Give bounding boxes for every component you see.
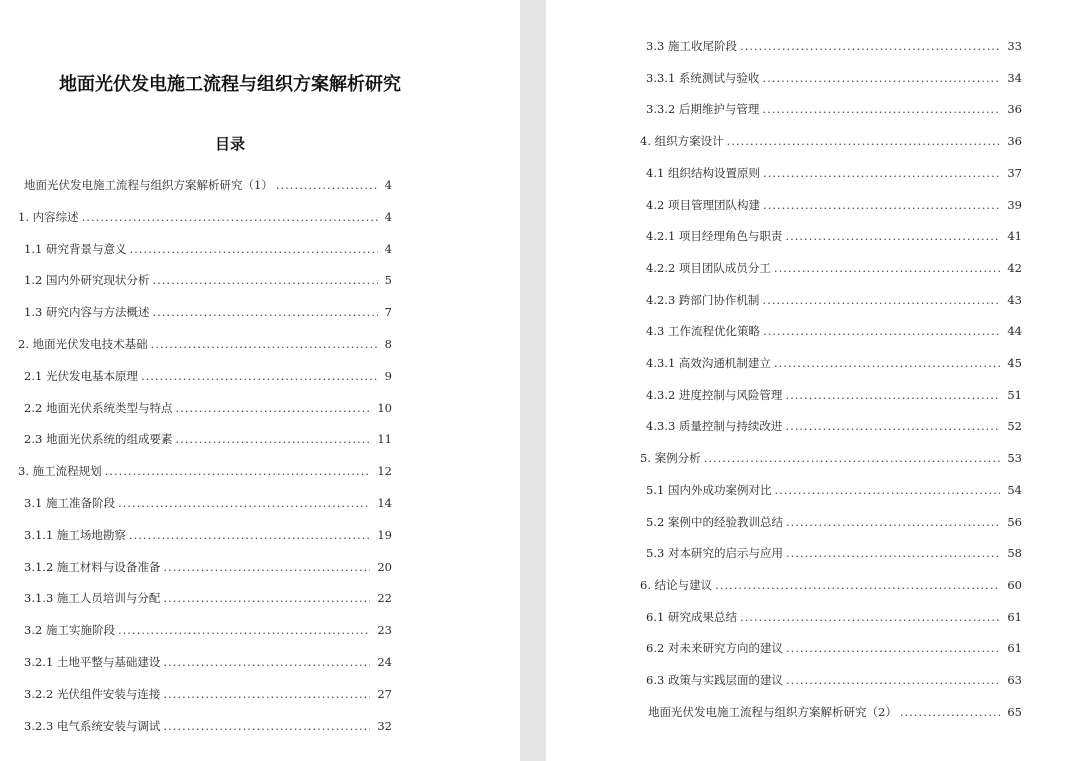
- toc-entry-label: 1.1 研究背景与意义: [24, 241, 127, 256]
- toc-leader-dots: [727, 132, 1001, 150]
- toc-leader-dots: [786, 671, 1000, 689]
- toc-entry-label: 3.1.3 施工人员培训与分配: [24, 591, 161, 606]
- toc-leader-dots: [763, 322, 1000, 340]
- toc-leader-dots: [82, 208, 378, 226]
- toc-entry-page-number: 32: [377, 718, 392, 733]
- toc-entry[interactable]: [24, 589, 392, 607]
- toc-entry[interactable]: [640, 449, 1022, 467]
- toc-entry[interactable]: [640, 132, 1022, 150]
- toc-entry-page-number: 34: [1007, 70, 1022, 85]
- toc-entry-page-number: 42: [1007, 260, 1022, 275]
- toc-entry-page-number: 5: [384, 273, 392, 288]
- toc-leader-dots: [105, 462, 371, 480]
- toc-leader-dots: [152, 271, 377, 289]
- toc-leader-dots: [118, 621, 370, 639]
- toc-entry-page-number: 65: [1007, 704, 1022, 719]
- toc-entry-page-number: 44: [1007, 324, 1022, 339]
- toc-entry-label: 6.3 政策与实践层面的建议: [646, 673, 783, 687]
- toc-entry-label: 5.1 国内外成功案例对比: [646, 482, 772, 497]
- document-page-right: [546, 0, 1080, 761]
- toc-leader-dots: [175, 399, 370, 417]
- toc-leader-dots: [151, 335, 378, 353]
- toc-entry-label: 3.1.1 施工场地勘察: [24, 527, 126, 542]
- toc-leader-dots: [786, 639, 1000, 657]
- toc-entry-label: 6.1 研究成果总结: [646, 609, 737, 624]
- toc-leader-dots: [740, 608, 1000, 626]
- toc-entry-page-number: 22: [377, 591, 392, 606]
- toc-entry-label: 4.3.1 高效沟通机制建立: [646, 356, 771, 370]
- toc-entry-label: 2.1 光伏发电基本原理: [24, 368, 138, 383]
- toc-leader-dots: [163, 653, 370, 671]
- toc-entry[interactable]: [18, 208, 392, 226]
- toc-entry-page-number: 41: [1007, 229, 1022, 244]
- toc-leader-dots: [763, 164, 1000, 182]
- toc-entry-label: 1.2 国内外研究现状分析: [24, 273, 150, 288]
- toc-entry-label: 3.1.2 施工材料与设备准备: [24, 559, 161, 574]
- toc-leader-dots: [763, 196, 1000, 214]
- toc-entry-page-number: 56: [1007, 514, 1022, 529]
- toc-entry-label: 地面光伏发电施工流程与组织方案解析研究（1）: [24, 178, 273, 192]
- toc-entry-label: 3.2.3 电气系统安装与调试: [24, 718, 161, 733]
- toc-entry-label: 4.1 组织结构设置原则: [646, 165, 760, 180]
- toc-entry-label: 2.2 地面光伏系统类型与特点: [24, 400, 173, 415]
- toc-entry-page-number: 4: [384, 178, 392, 192]
- toc-entry-page-number: 9: [384, 368, 392, 383]
- toc-entry-page-number: 24: [377, 655, 392, 669]
- toc-entry-label: 4.3.3 质量控制与持续改进: [646, 419, 783, 434]
- toc-entry-label: 1.3 研究内容与方法概述: [24, 305, 150, 320]
- toc-entry-page-number: 10: [377, 400, 392, 415]
- toc-entry[interactable]: [646, 513, 1022, 531]
- toc-leader-dots: [152, 303, 377, 321]
- toc-entry[interactable]: [640, 576, 1022, 594]
- toc-leader-dots: [900, 703, 1001, 721]
- toc-entry-label: 4.3 工作流程优化策略: [646, 324, 760, 339]
- toc-entry[interactable]: [24, 240, 392, 258]
- toc-leader-dots: [118, 494, 370, 512]
- toc-entry-label: 6.2 对未来研究方向的建议: [646, 641, 783, 656]
- toc-entry-label: 4.3.2 进度控制与风险管理: [646, 387, 783, 402]
- toc-entry-page-number: 53: [1007, 451, 1022, 466]
- toc-leader-dots: [774, 481, 1000, 499]
- toc-entry-page-number: 45: [1007, 356, 1022, 370]
- toc-leader-dots: [762, 291, 1000, 309]
- toc-entry-page-number: 7: [384, 305, 392, 320]
- toc-entry[interactable]: [648, 703, 1022, 721]
- toc-entry-label: 地面光伏发电施工流程与组织方案解析研究（2）: [648, 704, 897, 719]
- toc-entry-label: 3.2.1 土地平整与基础建设: [24, 655, 161, 669]
- toc-leader-dots: [774, 259, 1000, 277]
- toc-leader-dots: [175, 430, 370, 448]
- toc-entry[interactable]: [24, 399, 392, 417]
- toc-entry[interactable]: [646, 608, 1022, 626]
- toc-leader-dots: [785, 227, 1000, 245]
- toc-leader-dots: [785, 417, 1000, 435]
- toc-entry[interactable]: [646, 164, 1022, 182]
- toc-entry[interactable]: [24, 685, 392, 703]
- toc-entry-page-number: 36: [1007, 134, 1022, 149]
- toc-entry-page-number: 23: [377, 623, 392, 638]
- toc-entry-page-number: 14: [377, 496, 392, 510]
- toc-entry[interactable]: [18, 335, 392, 353]
- toc-entry-label: 3.3.1 系统测试与验收: [646, 70, 760, 85]
- toc-leader-dots: [786, 513, 1000, 531]
- toc-entry-page-number: 36: [1007, 102, 1022, 117]
- toc-entry[interactable]: [24, 494, 392, 512]
- toc-entry[interactable]: [646, 481, 1022, 499]
- toc-leader-dots: [740, 37, 1000, 55]
- toc-entry-label: 4.2.1 项目经理角色与职责: [646, 229, 783, 244]
- toc-entry-page-number: 58: [1007, 546, 1022, 561]
- toc-entry-page-number: 39: [1007, 197, 1022, 212]
- toc-entry[interactable]: [24, 176, 392, 194]
- toc-entry-page-number: 4: [384, 209, 392, 224]
- toc-entry-page-number: 52: [1007, 419, 1022, 434]
- toc-leader-dots: [715, 576, 1000, 594]
- document-page-left: [0, 0, 520, 761]
- toc-entry[interactable]: [646, 386, 1022, 404]
- toc-entry[interactable]: [24, 430, 392, 448]
- toc-entry-label: 4.2 项目管理团队构建: [646, 197, 760, 212]
- toc-entry[interactable]: [646, 69, 1022, 87]
- toc-leader-dots: [774, 354, 1000, 372]
- toc-entry[interactable]: [24, 303, 392, 321]
- toc-leader-dots: [141, 367, 378, 385]
- toc-entry[interactable]: [24, 367, 392, 385]
- toc-leader-dots: [276, 176, 378, 194]
- toc-entry-page-number: 19: [377, 527, 392, 542]
- toc-entry[interactable]: [646, 417, 1022, 435]
- toc-entry-label: 5.2 案例中的经验教训总结: [646, 514, 783, 529]
- toc-entry-page-number: 8: [384, 337, 392, 351]
- toc-entry-label: 1. 内容综述: [18, 209, 79, 224]
- toc-entry[interactable]: [646, 354, 1022, 372]
- toc-entry-page-number: 60: [1007, 577, 1022, 592]
- toc-entry-page-number: 51: [1007, 387, 1022, 402]
- toc-leader-dots: [786, 544, 1000, 562]
- toc-entry[interactable]: [646, 544, 1022, 562]
- toc-entry[interactable]: [646, 196, 1022, 214]
- toc-entry[interactable]: [646, 322, 1022, 340]
- toc-leader-dots: [762, 100, 1000, 118]
- toc-entry-page-number: 33: [1007, 39, 1022, 53]
- toc-leader-dots: [129, 526, 370, 544]
- toc-leader-dots: [163, 717, 370, 735]
- toc-entry-page-number: 12: [377, 464, 392, 479]
- toc-entry[interactable]: [646, 259, 1022, 277]
- toc-entry-label: 3.2 施工实施阶段: [24, 623, 115, 638]
- toc-entry-page-number: 4: [384, 241, 392, 256]
- toc-entry[interactable]: [24, 271, 392, 289]
- toc-entry-page-number: 63: [1007, 673, 1022, 687]
- toc-entry-label: 4.2.3 跨部门协作机制: [646, 292, 760, 307]
- toc-entry[interactable]: [24, 653, 392, 671]
- toc-entry-label: 5. 案例分析: [640, 451, 701, 466]
- toc-leader-dots: [163, 558, 370, 576]
- toc-leader-dots: [704, 449, 1001, 467]
- toc-entry[interactable]: [24, 526, 392, 544]
- toc-entry[interactable]: [646, 227, 1022, 245]
- toc-leader-dots: [785, 386, 1000, 404]
- toc-entry[interactable]: [646, 639, 1022, 657]
- toc-entry-page-number: 27: [377, 686, 392, 701]
- toc-leader-dots: [163, 589, 370, 607]
- toc-entry-label: 3.3 施工收尾阶段: [646, 39, 737, 53]
- toc-heading: 目录: [214, 135, 245, 153]
- toc-entry-label: 3.1 施工准备阶段: [24, 496, 115, 510]
- toc-entry-label: 2. 地面光伏发电技术基础: [18, 337, 148, 351]
- toc-leader-dots: [129, 240, 377, 258]
- toc-entry[interactable]: [646, 291, 1022, 309]
- toc-entry-page-number: 20: [377, 559, 392, 574]
- toc-entry-page-number: 37: [1007, 165, 1022, 180]
- toc-entry-page-number: 54: [1007, 482, 1022, 497]
- document-title: 地面光伏发电施工流程与组织方案解析研究: [59, 74, 401, 95]
- toc-entry-page-number: 61: [1007, 641, 1022, 656]
- toc-entry-label: 4.2.2 项目团队成员分工: [646, 260, 771, 275]
- toc-entry[interactable]: [24, 717, 392, 735]
- toc-entry[interactable]: [24, 558, 392, 576]
- toc-entry-label: 5.3 对本研究的启示与应用: [646, 546, 783, 561]
- toc-entry[interactable]: [646, 671, 1022, 689]
- toc-leader-dots: [163, 685, 370, 703]
- toc-entry[interactable]: [24, 621, 392, 639]
- toc-leader-dots: [762, 69, 1000, 87]
- toc-entry[interactable]: [646, 100, 1022, 118]
- toc-entry[interactable]: [646, 37, 1022, 55]
- toc-entry-label: 6. 结论与建议: [640, 577, 713, 592]
- toc-entry[interactable]: [18, 462, 392, 480]
- toc-entry-label: 4. 组织方案设计: [640, 134, 724, 149]
- toc-entry-label: 3.2.2 光伏组件安装与连接: [24, 686, 161, 701]
- toc-entry-page-number: 61: [1007, 609, 1022, 624]
- toc-entry-page-number: 11: [377, 432, 392, 447]
- toc-entry-label: 3.3.2 后期维护与管理: [646, 102, 760, 117]
- toc-entry-label: 3. 施工流程规划: [18, 464, 102, 479]
- page-gutter: [520, 0, 546, 761]
- toc-entry-label: 2.3 地面光伏系统的组成要素: [24, 432, 173, 447]
- toc-entry-page-number: 43: [1007, 292, 1022, 307]
